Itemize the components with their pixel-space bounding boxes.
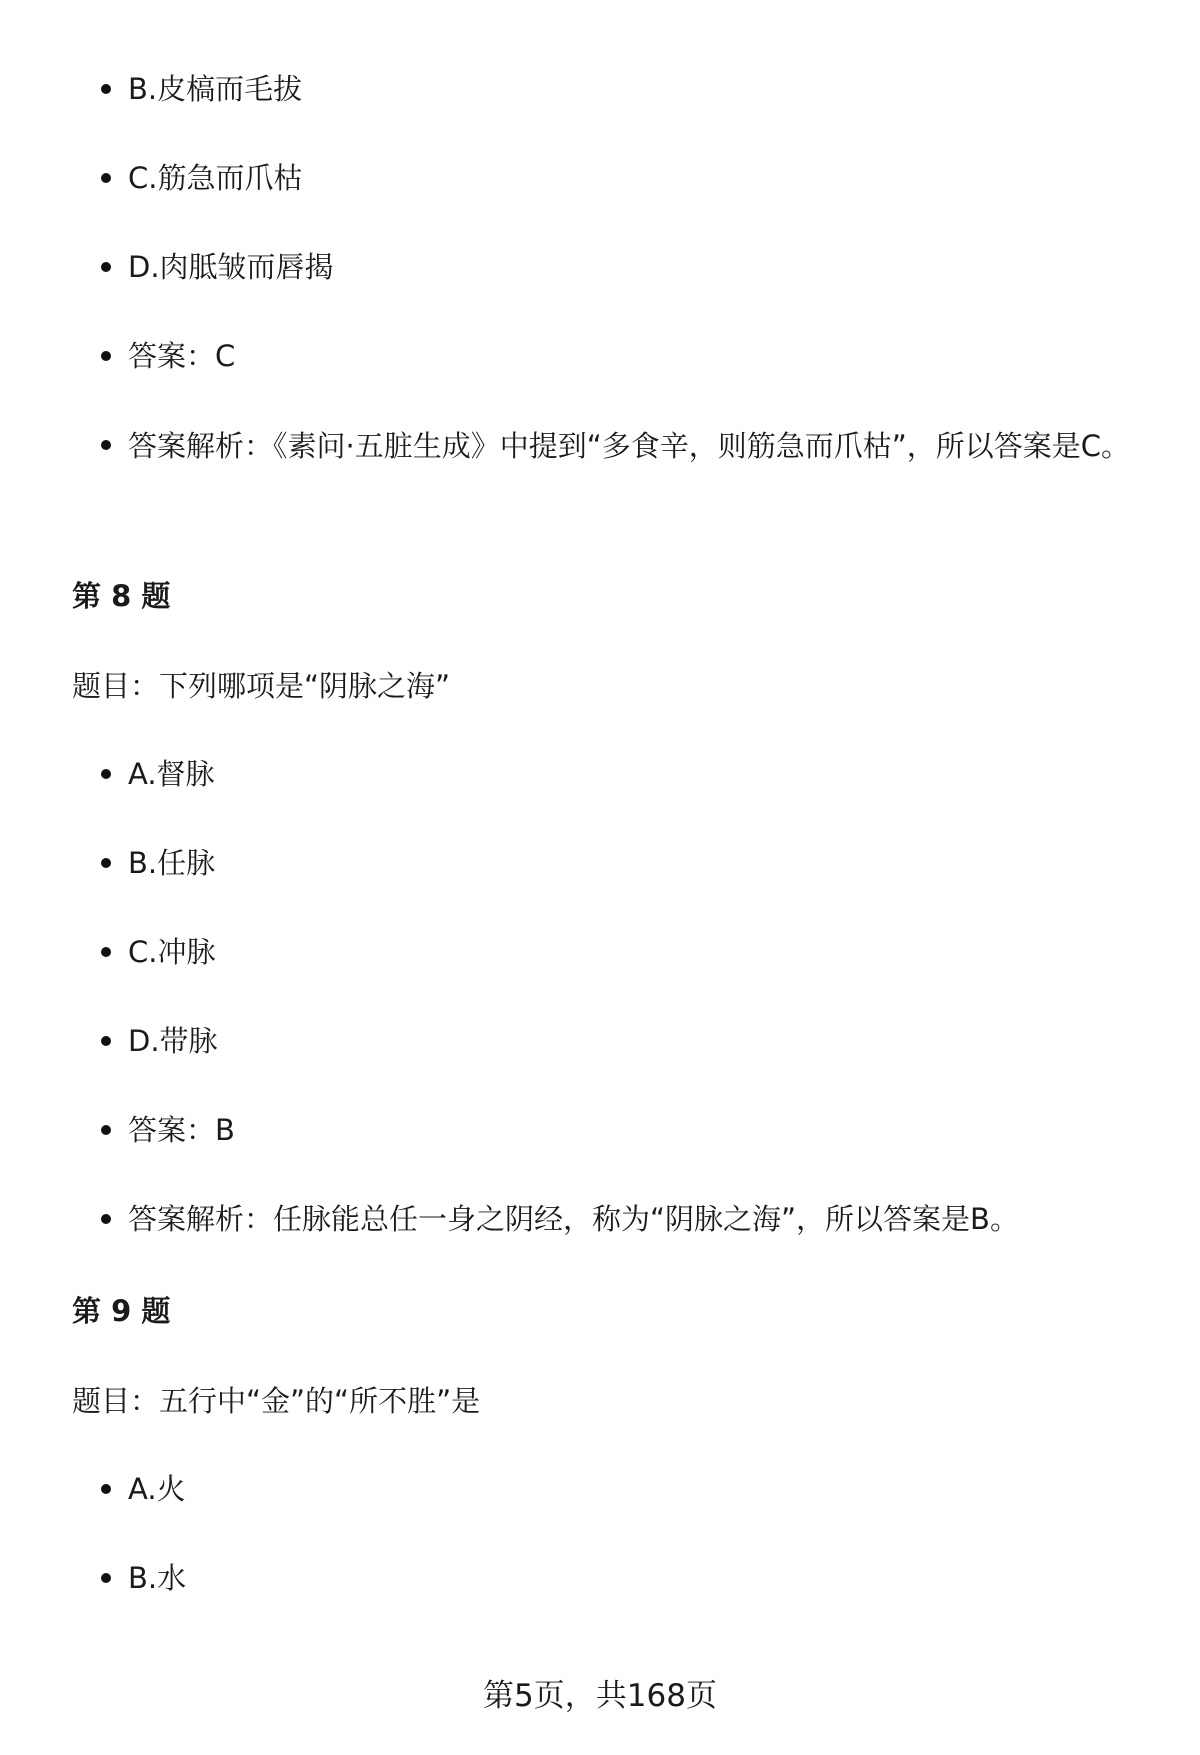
question-8-heading: 第 8 题	[72, 579, 171, 613]
option-text: A.火	[128, 1472, 186, 1506]
bullet-icon	[101, 1125, 111, 1135]
question-8-prompt: 题目：下列哪项是“阴脉之海”	[72, 669, 451, 703]
option-text: C.冲脉	[128, 935, 216, 969]
option-text: B.水	[128, 1561, 187, 1595]
bullet-icon	[101, 173, 111, 183]
option-text: D.带脉	[128, 1024, 218, 1058]
option-text: A.督脉	[128, 757, 215, 791]
bullet-icon	[101, 262, 111, 272]
bullet-icon	[101, 1573, 111, 1583]
bullet-icon	[101, 858, 111, 868]
page-number-footer: 第5页，共168页	[483, 1678, 717, 1714]
bullet-icon	[101, 351, 111, 361]
option-text: B.皮槁而毛拔	[128, 72, 303, 106]
option-c	[128, 150, 1158, 206]
answer-text: 答案：C	[128, 339, 236, 373]
answer-explanation	[128, 1191, 1158, 1247]
bullet-icon	[101, 769, 111, 779]
answer-text: 答案：B	[128, 1113, 235, 1147]
option-a	[128, 1461, 1158, 1517]
explanation-text: 答案解析：《素问·五脏生成》中提到“多食辛，则筋急而爪枯”，所以答案是C。	[128, 429, 1131, 463]
option-b	[128, 1550, 1158, 1606]
bullet-icon	[101, 947, 111, 957]
answer	[128, 328, 1158, 384]
option-b	[128, 835, 1158, 891]
option-b	[128, 61, 1158, 117]
option-d	[128, 1013, 1158, 1069]
option-a	[128, 746, 1158, 802]
bullet-icon	[101, 1214, 111, 1224]
bullet-icon	[101, 1484, 111, 1494]
question-9-heading: 第 9 题	[72, 1294, 171, 1328]
explanation-text: 答案解析：任脉能总任一身之阴经，称为“阴脉之海”，所以答案是B。	[128, 1202, 1019, 1236]
option-d	[128, 239, 1158, 295]
bullet-icon	[101, 1036, 111, 1046]
option-text: C.筋急而爪枯	[128, 161, 303, 195]
bullet-icon	[101, 84, 111, 94]
option-text: D.肉胝皱而唇揭	[128, 250, 334, 284]
option-text: B.任脉	[128, 846, 216, 880]
question-9-prompt: 题目：五行中“金”的“所不胜”是	[72, 1384, 481, 1418]
bullet-icon	[101, 440, 111, 450]
answer-explanation	[128, 417, 1158, 475]
option-c	[128, 924, 1158, 980]
answer	[128, 1102, 1158, 1158]
